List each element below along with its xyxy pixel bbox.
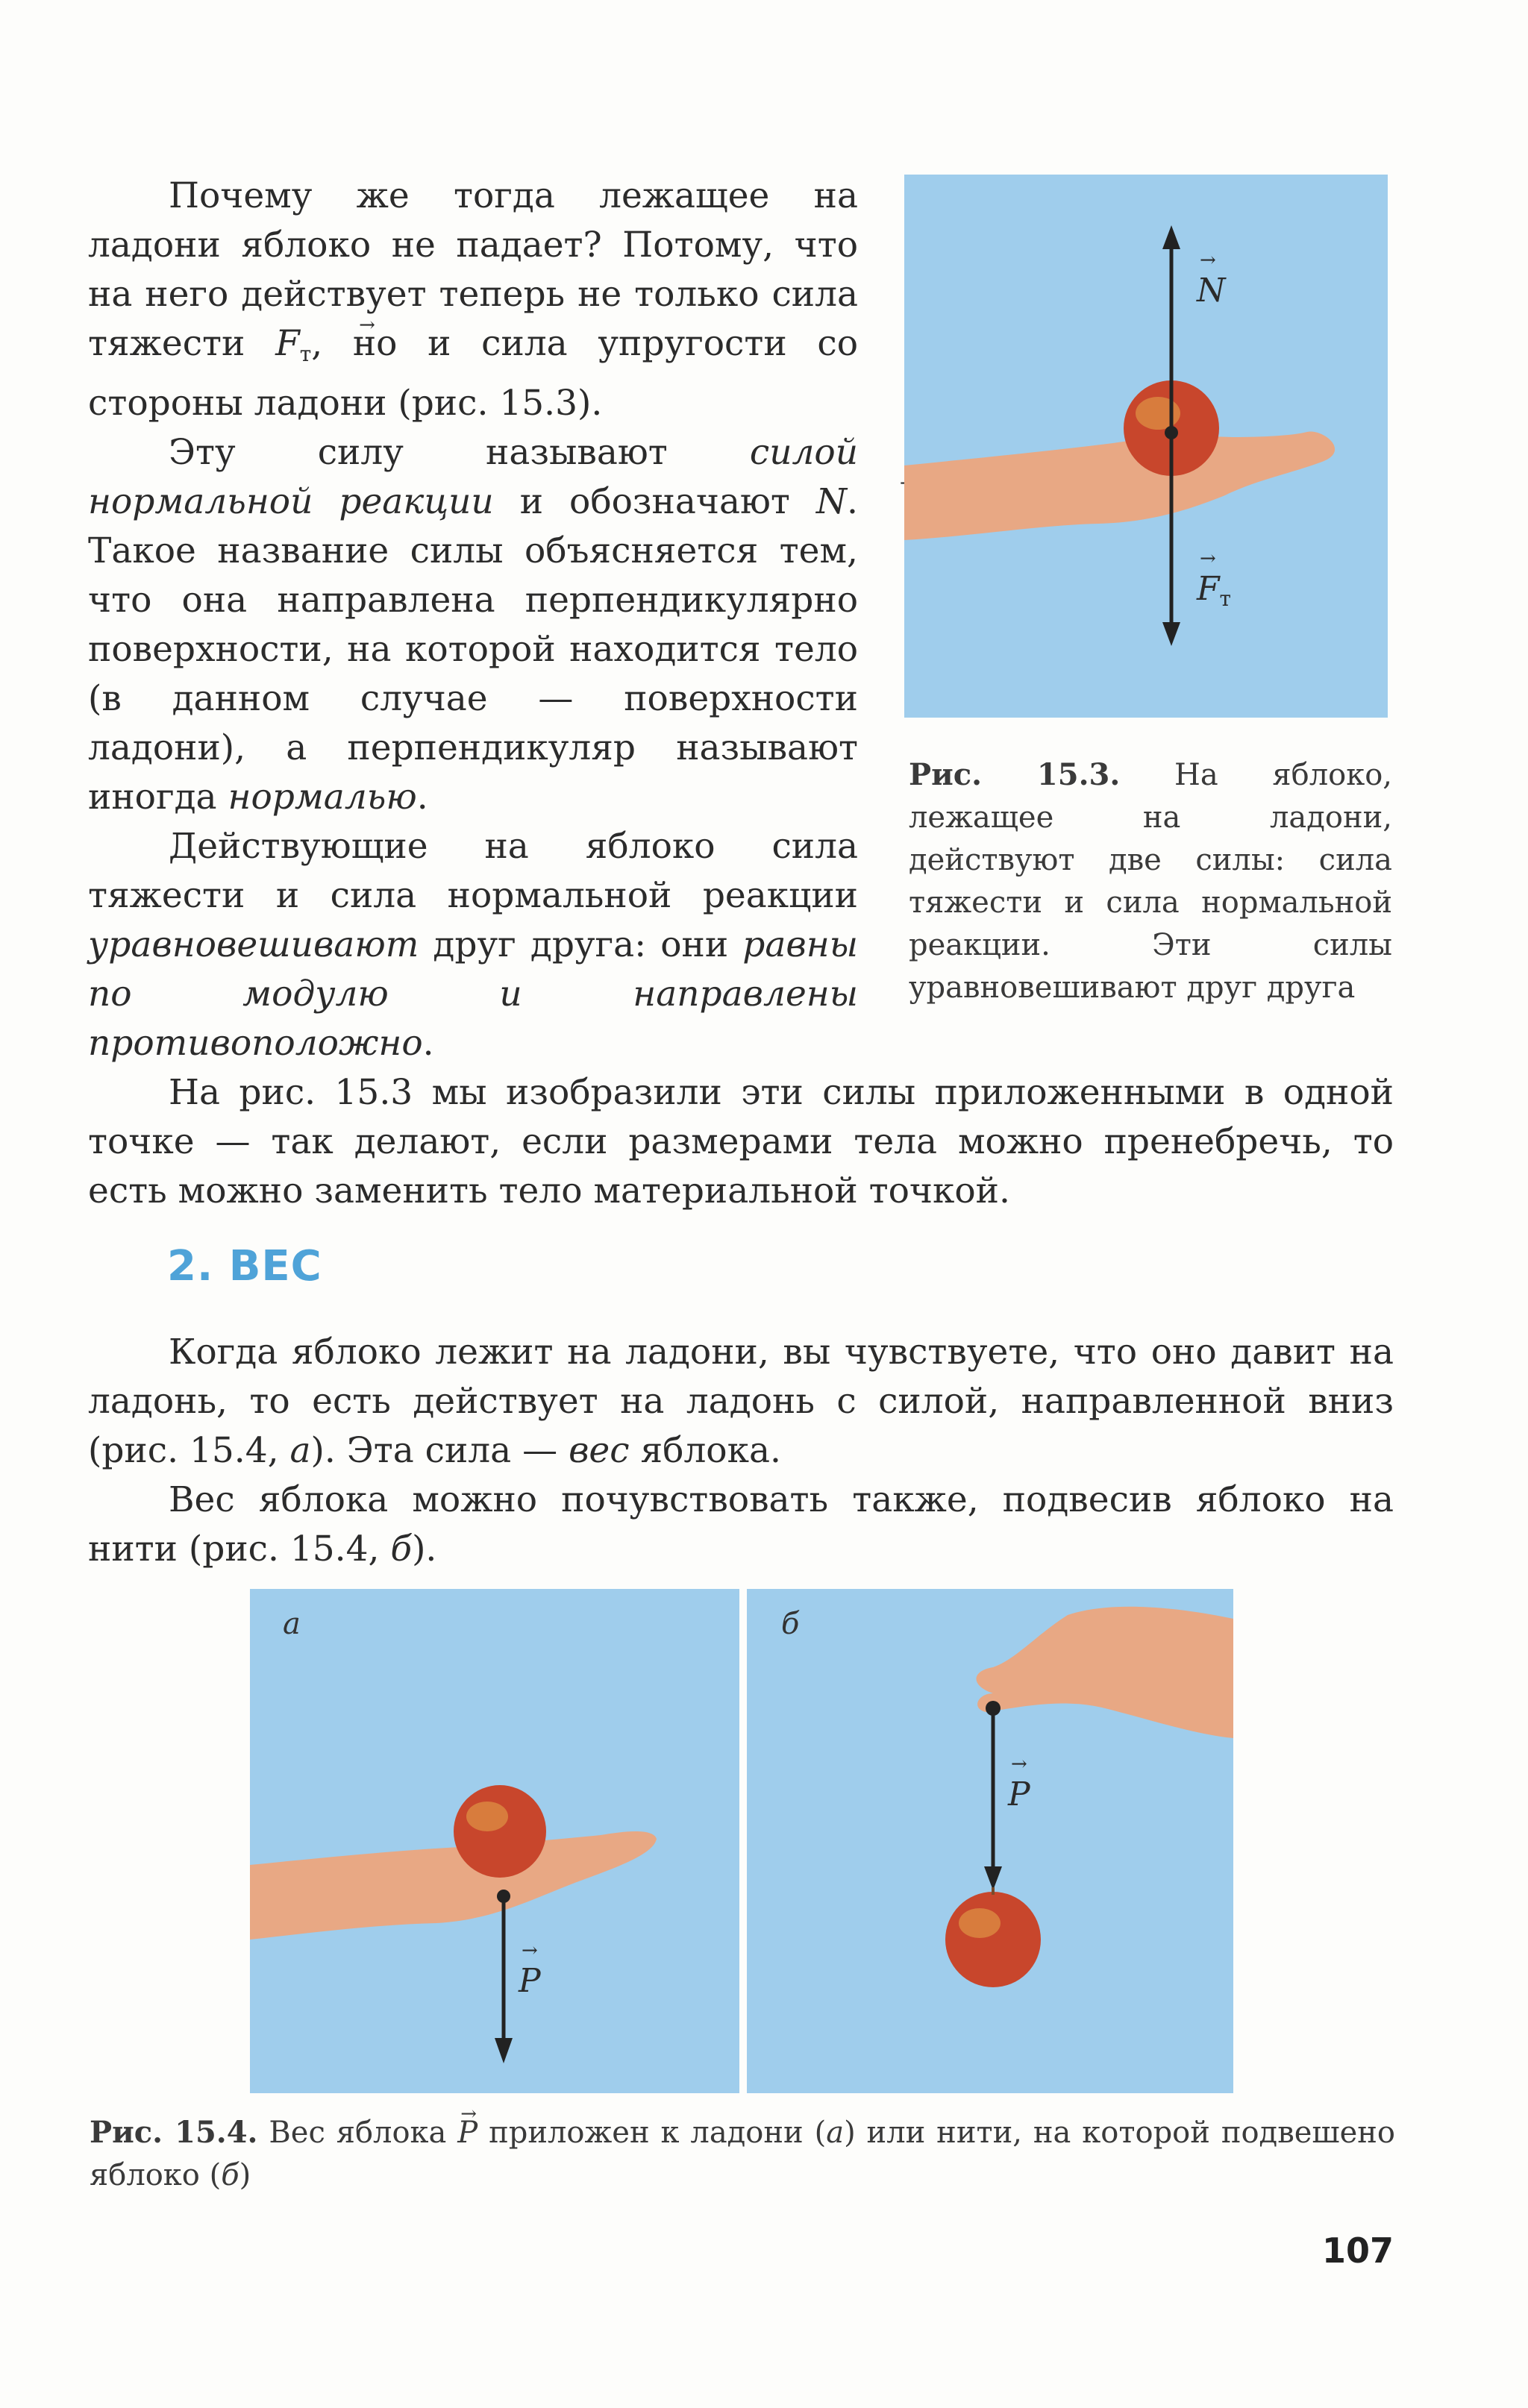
- apple-shape: [454, 1785, 546, 1878]
- hand-shape: [977, 1607, 1234, 1738]
- section-body: [88, 1328, 1394, 1574]
- label-f: → $F_т$: [1197, 570, 1231, 611]
- label-n: → N: [1197, 272, 1226, 310]
- paragraph-4: На рис. 15.3 мы изобразили эти силы приложенными в одной точке — так делают, если размерами тела можно пренебречь, то есть можно заменить тело материальной точкой.: [88, 1072, 1394, 1211]
- gravity-symbol: → $F_т$: [275, 323, 311, 364]
- figure-15-3-drawing: [904, 175, 1388, 718]
- panel-letter-b: б: [781, 1607, 800, 1641]
- section-title: 2. ВЕС: [167, 1242, 322, 1291]
- normal-symbol: → N: [816, 481, 847, 522]
- paragraph-5: Когда яблоко лежит на ладони, вы чувствуете, что оно давит на ладонь, то есть действует на ладонь с силой, направленной вниз (рис. 15.4, а). Эта сила — вес яблока.: [88, 1332, 1394, 1471]
- paragraph-6: Вес яблока можно почувствовать также, подвесив яблоко на нити (рис. 15.4, б).: [88, 1479, 1394, 1570]
- application-point: [986, 1701, 1001, 1716]
- normal-arrow-head: [1162, 225, 1180, 249]
- figure-15-3-caption: Рис. 15.3. На яблоко, лежащее на ладони, действуют две силы: сила тяжести и сила нормальной реакции. Эти силы уравновешивают друг друга: [909, 757, 1392, 1005]
- paragraph-3: Действующие на яблоко сила тяжести и сила нормальной реакции уравновешивают друг друга: они равны по модулю и направлены противоположно.: [88, 826, 858, 1064]
- figure-15-4a-photo: [250, 1589, 739, 2093]
- page-number: 107: [1321, 2230, 1394, 2271]
- figure-15-4b-photo: [747, 1589, 1233, 2093]
- weight-arrow-head: [495, 2038, 513, 2063]
- label-p-a: → P: [519, 1962, 541, 2000]
- paragraph-2: Эту силу называют силой нормальной реакции и обозначают → N. Такое название силы объясняется тем, что она направлена перпендикулярно поверхности, на которой находится тело (в данном случае — поверхности ладони), а перпендикуляр называют иногда нормалью.: [88, 428, 858, 822]
- paragraph-4-block: [88, 1068, 1394, 1216]
- figure-15-3-photo: [904, 175, 1388, 718]
- figure-15-4a-drawing: [250, 1589, 739, 2093]
- hand-shape: [250, 1831, 657, 1940]
- hand-shape: [904, 431, 1335, 540]
- application-point: [497, 1890, 510, 1903]
- text-column: [88, 172, 858, 1068]
- panel-letter-a: а: [283, 1607, 301, 1641]
- figure-15-4-caption: Рис. 15.4. Вес яблока → P приложен к ладони (а) или нити, на которой подвешено яблоко (б): [90, 2111, 1395, 2197]
- apple-shape: [945, 1892, 1041, 1987]
- application-point: [1165, 426, 1178, 439]
- weight-arrow-head: [984, 1866, 1002, 1890]
- paragraph-1: Почему же тогда лежащее на ладони яблоко не падает? Потому, что на него действует теперь не только сила тяжести → $F_т$, но и сила упругости со стороны ладони (рис. 15.3).: [88, 172, 858, 428]
- label-p-b: → P: [1008, 1775, 1030, 1813]
- gravity-arrow-head: [1162, 622, 1180, 646]
- figure-15-4b-drawing: [747, 1589, 1233, 2093]
